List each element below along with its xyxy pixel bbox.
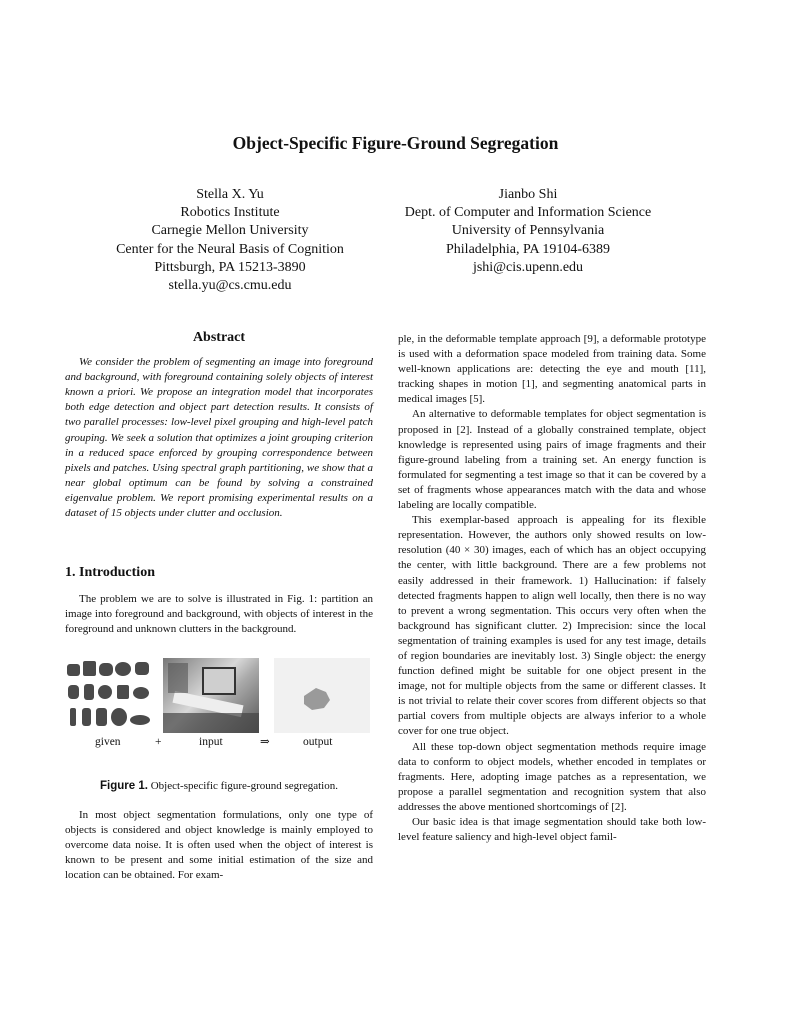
right-column bbox=[398, 332, 706, 845]
author-email: stella.yu@cs.cmu.edu bbox=[168, 278, 292, 294]
author-email: jshi@cis.upenn.edu bbox=[472, 259, 584, 275]
body-paragraph: All these top-down object segmentation methods require image data to conform to object models, whether encoded in templates or fragments. Here, adopting image patches as a representation, we propose a parallel segmentation and recognition system that also addresses the above mentioned shortcomings of [2]. bbox=[398, 740, 706, 813]
label-given: given bbox=[95, 735, 121, 748]
left-column bbox=[65, 330, 373, 883]
given-objects-thumbnail bbox=[65, 658, 157, 733]
body-paragraph: An alternative to deformable templates for object segmentation is proposed in [2]. Instead of a globally constrained template, object knowledge is represented using pairs of image fragments and their figure-ground labeling from a training set. An energy function is formulated for segmenting a test image so that it can be covered by a set of fragments whose appearances match with the data and whose labeling are locally compatible. bbox=[398, 408, 706, 512]
body-paragraph: This exemplar-based approach is appealing for its flexible representation. However, the authors only showed results on low-resolution (40 × 30) images, each of which has an object occupying the center, with little background. There are a few problems not easily addressed in their framework. 1) Hallucination: if falsely detected fragments happen to align well locally, then there is no way to prevent a wrong segmentation. This occurs very often when the background has significant clutter. 2) Imprecision: since the local segmentation of training examples is used for any test image, details of region boundaries are inevitably lost. 3) Single object: the energy function defined might be suitable for one object present in the image, not for multiple objects from the same or different classes. It is not trivial to relate their cover scores from different objects so that partial covers from multiple objects are always inferior to a whole cover for one true object. bbox=[398, 514, 706, 738]
author-affiliation: Center for the Neural Basis of Cognition bbox=[116, 241, 344, 257]
author-affiliation: Dept. of Computer and Information Science bbox=[404, 205, 652, 221]
label-arrow: ⇒ bbox=[260, 735, 270, 748]
input-scene-image bbox=[163, 658, 259, 733]
body-paragraph: ple, in the deformable template approach [9], a deformable prototype is used with a deformation space modeled from training data. Some well-known applications are: detecting the eye and mouth [11], tracking shapes in motion [1], and segmenting anatomical parts in medical images [5]. bbox=[398, 333, 706, 406]
body-paragraph: Our basic idea is that image segmentation should take both low-level feature saliency and high-level object famil- bbox=[398, 816, 706, 844]
intro-paragraph: The problem we are to solve is illustrated in Fig. 1: partition an image into foreground and background, with objects of interest in the foreground and unknown clutters in the background. bbox=[65, 593, 373, 636]
intro-paragraph: In most object segmentation formulations, only one type of objects is considered and object knowledge is mainly employed to overcome data noise. It is often used when the object of interest is known to be present and some initial estimation of the size and location can be obtained. For exam- bbox=[65, 808, 373, 881]
author-affiliation: Robotics Institute bbox=[180, 205, 280, 221]
figure-caption-label: Figure 1. bbox=[100, 779, 148, 792]
abstract-heading: Abstract bbox=[192, 330, 246, 345]
label-input: input bbox=[199, 735, 223, 748]
abstract-text: We consider the problem of segmenting an image into foreground and background, with foreground containing solely objects of interest known a priori. We propose an integration model that incorporates both edge detection and object part detection results. It consists of two parallel processes: low-level pixel grouping and high-level patch grouping. We seek a solution that optimizes a joint grouping criterion in a reduced space enforced by grouping correspondence between pixels and patches. Using spectral graph partitioning, we show that a near global optimum can be found by solving a constrained eigenvalue problem. We report promising experimental results on a dataset of 15 objects under clutter and occlusion. bbox=[65, 356, 373, 520]
author-block-shi bbox=[378, 186, 678, 277]
figure-labels bbox=[65, 735, 373, 751]
author-name: Jianbo Shi bbox=[498, 187, 558, 202]
figure-1 bbox=[65, 658, 373, 773]
author-affiliation: University of Pennsylvania bbox=[451, 223, 605, 239]
author-address: Pittsburgh, PA 15213-3890 bbox=[154, 259, 306, 275]
introduction-heading: 1. Introduction bbox=[65, 565, 155, 581]
figure-caption bbox=[65, 779, 373, 794]
author-affiliation: Carnegie Mellon University bbox=[151, 223, 309, 239]
label-plus: + bbox=[155, 735, 162, 748]
label-output: output bbox=[303, 735, 333, 748]
figure-caption-text: Object-specific figure-ground segregation. bbox=[150, 779, 338, 792]
author-block-yu bbox=[95, 186, 365, 295]
author-address: Philadelphia, PA 19104-6389 bbox=[446, 241, 610, 257]
output-segmentation-image bbox=[274, 658, 370, 733]
paper-title: Object-Specific Figure-Ground Segregation bbox=[232, 133, 559, 153]
author-name: Stella X. Yu bbox=[196, 187, 264, 202]
